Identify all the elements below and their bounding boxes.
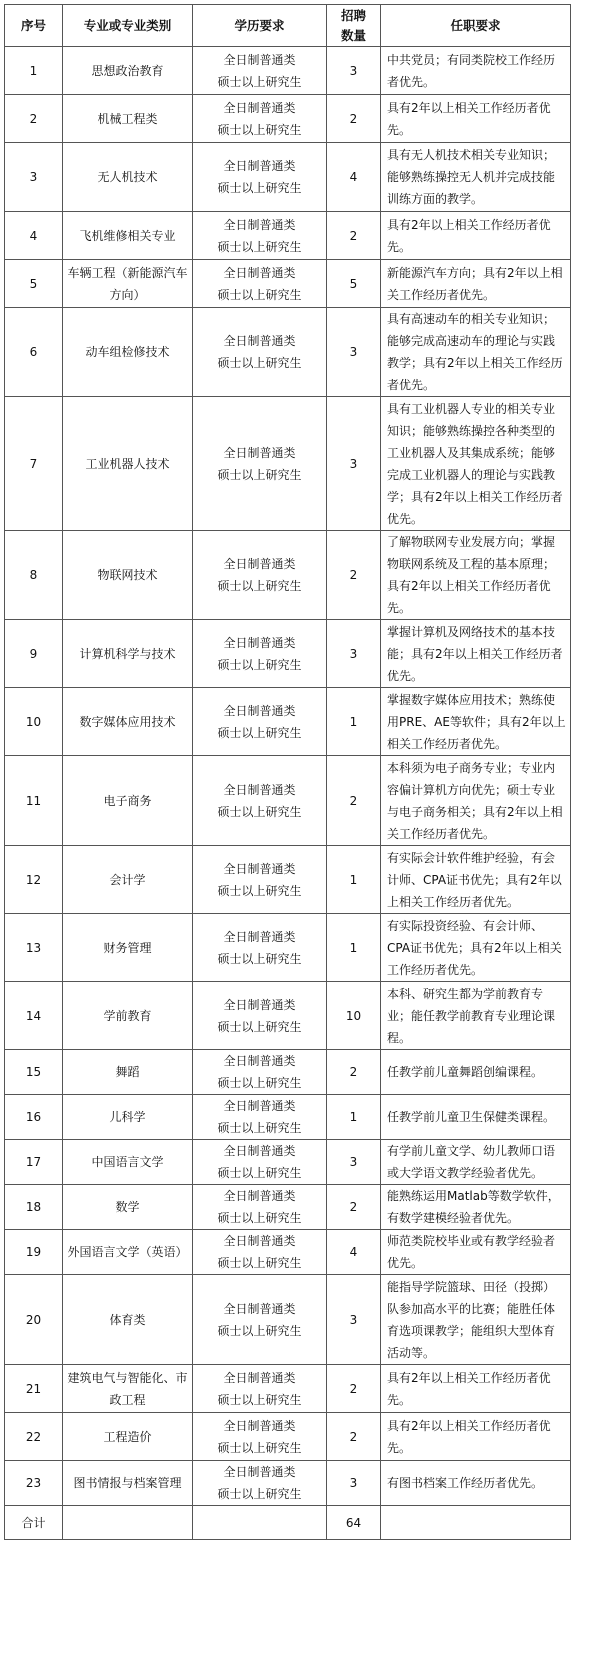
education-cell: 全日制普通类 硕士以上研究生 [193,1140,327,1185]
requirement-cell: 有实际会计软件维护经验，有会计师、CPA证书优先；具有2年以上相关工作经历者优先。 [381,846,571,914]
table-row [5,982,571,1050]
education-cell: 全日制普通类 硕士以上研究生 [193,620,327,688]
requirement-cell: 有实际投资经验、有会计师、CPA证书优先；具有2年以上相关工作经历者优先。 [381,914,571,982]
row-number: 3 [5,143,63,212]
count-cell: 3 [327,620,381,688]
major-cell: 工业机器人技术 [63,397,193,531]
education-cell: 全日制普通类 硕士以上研究生 [193,1095,327,1140]
major-cell: 物联网技术 [63,531,193,620]
table-row [5,1461,571,1506]
count-cell: 3 [327,1275,381,1365]
requirement-cell: 掌握数字媒体应用技术；熟练使用PRE、AE等软件；具有2年以上相关工作经历者优先。 [381,688,571,756]
table-row [5,308,571,397]
row-number: 10 [5,688,63,756]
education-cell: 全日制普通类 硕士以上研究生 [193,212,327,260]
requirement-cell: 中共党员；有同类院校工作经历者优先。 [381,47,571,95]
row-number: 23 [5,1461,63,1506]
major-cell: 工程造价 [63,1413,193,1461]
table-row [5,47,571,95]
total-empty-edu [193,1506,327,1540]
row-number: 13 [5,914,63,982]
count-cell: 10 [327,982,381,1050]
count-cell: 2 [327,1365,381,1413]
row-number: 7 [5,397,63,531]
requirement-cell: 能指导学院篮球、田径（投掷）队参加高水平的比赛；能胜任体育选项课教学；能组织大型体育活动等。 [381,1275,571,1365]
major-cell: 儿科学 [63,1095,193,1140]
major-cell: 数字媒体应用技术 [63,688,193,756]
requirement-cell: 掌握计算机及网络技术的基本技能；具有2年以上相关工作经历者优先。 [381,620,571,688]
total-row [5,1506,571,1540]
education-cell: 全日制普通类 硕士以上研究生 [193,914,327,982]
education-cell: 全日制普通类 硕士以上研究生 [193,47,327,95]
count-cell: 4 [327,1230,381,1275]
table-row [5,95,571,143]
education-cell: 全日制普通类 硕士以上研究生 [193,982,327,1050]
major-cell: 建筑电气与智能化、市政工程 [63,1365,193,1413]
major-cell: 机械工程类 [63,95,193,143]
row-number: 14 [5,982,63,1050]
requirement-cell: 具有2年以上相关工作经历者优先。 [381,1413,571,1461]
requirement-cell: 有学前儿童文学、幼儿教师口语或大学语文教学经验者优先。 [381,1140,571,1185]
count-cell: 4 [327,143,381,212]
table-row [5,260,571,308]
education-cell: 全日制普通类 硕士以上研究生 [193,260,327,308]
education-cell: 全日制普通类 硕士以上研究生 [193,1461,327,1506]
row-number: 17 [5,1140,63,1185]
table-row [5,914,571,982]
count-cell: 3 [327,1140,381,1185]
major-cell: 财务管理 [63,914,193,982]
row-number: 6 [5,308,63,397]
count-cell: 3 [327,1461,381,1506]
education-cell: 全日制普通类 硕士以上研究生 [193,95,327,143]
table-row [5,143,571,212]
table-row [5,1275,571,1365]
table-row [5,756,571,846]
table-row [5,1140,571,1185]
header-no: 序号 [5,5,63,47]
count-cell: 2 [327,1185,381,1230]
major-cell: 体育类 [63,1275,193,1365]
row-number: 8 [5,531,63,620]
count-cell: 2 [327,212,381,260]
count-cell: 1 [327,914,381,982]
count-cell: 2 [327,95,381,143]
row-number: 16 [5,1095,63,1140]
table-row [5,212,571,260]
education-cell: 全日制普通类 硕士以上研究生 [193,688,327,756]
major-cell: 车辆工程（新能源汽车方向） [63,260,193,308]
major-cell: 会计学 [63,846,193,914]
row-number: 2 [5,95,63,143]
major-cell: 舞蹈 [63,1050,193,1095]
header-row [5,5,571,47]
requirement-cell: 了解物联网专业发展方向；掌握物联网系统及工程的基本原理；具有2年以上相关工作经历者优先。 [381,531,571,620]
row-number: 1 [5,47,63,95]
education-cell: 全日制普通类 硕士以上研究生 [193,1050,327,1095]
table-row [5,397,571,531]
row-number: 19 [5,1230,63,1275]
requirement-cell: 有图书档案工作经历者优先。 [381,1461,571,1506]
major-cell: 图书情报与档案管理 [63,1461,193,1506]
requirement-cell: 具有2年以上相关工作经历者优先。 [381,1365,571,1413]
row-number: 4 [5,212,63,260]
requirement-cell: 具有无人机技术相关专业知识；能够熟练操控无人机并完成技能训练方面的教学。 [381,143,571,212]
education-cell: 全日制普通类 硕士以上研究生 [193,1275,327,1365]
row-number: 12 [5,846,63,914]
table-row [5,1365,571,1413]
total-empty-major [63,1506,193,1540]
count-cell: 3 [327,308,381,397]
count-cell: 1 [327,688,381,756]
count-cell: 2 [327,756,381,846]
education-cell: 全日制普通类 硕士以上研究生 [193,756,327,846]
table-row [5,1413,571,1461]
count-cell: 2 [327,531,381,620]
row-number: 5 [5,260,63,308]
table-row [5,620,571,688]
major-cell: 飞机维修相关专业 [63,212,193,260]
count-cell: 1 [327,846,381,914]
count-cell: 5 [327,260,381,308]
major-cell: 中国语言文学 [63,1140,193,1185]
count-cell: 2 [327,1050,381,1095]
education-cell: 全日制普通类 硕士以上研究生 [193,1185,327,1230]
requirement-cell: 师范类院校毕业或有教学经验者优先。 [381,1230,571,1275]
major-cell: 思想政治教育 [63,47,193,95]
requirement-cell: 具有高速动车的相关专业知识；能够完成高速动车的理论与实践教学；具有2年以上相关工作经历者优先。 [381,308,571,397]
row-number: 20 [5,1275,63,1365]
requirement-cell: 具有2年以上相关工作经历者优先。 [381,212,571,260]
education-cell: 全日制普通类 硕士以上研究生 [193,846,327,914]
total-empty-req [381,1506,571,1540]
requirement-cell: 本科须为电子商务专业；专业内容偏计算机方向优先；硕士专业与电子商务相关；具有2年以上相关工作经历者优先。 [381,756,571,846]
requirement-cell: 具有工业机器人专业的相关专业知识；能够熟练操控各种类型的工业机器人及其集成系统；能够完成工业机器人的理论与实践教学；具有2年以上相关工作经历者优先。 [381,397,571,531]
total-count: 64 [327,1506,381,1540]
major-cell: 数学 [63,1185,193,1230]
count-cell: 3 [327,397,381,531]
table-row [5,1185,571,1230]
table-row [5,1095,571,1140]
total-label: 合计 [5,1506,63,1540]
row-number: 9 [5,620,63,688]
count-cell: 1 [327,1095,381,1140]
education-cell: 全日制普通类 硕士以上研究生 [193,1413,327,1461]
table-row [5,531,571,620]
row-number: 18 [5,1185,63,1230]
count-cell: 3 [327,47,381,95]
count-cell: 2 [327,1413,381,1461]
table-row [5,1230,571,1275]
education-cell: 全日制普通类 硕士以上研究生 [193,1230,327,1275]
major-cell: 计算机科学与技术 [63,620,193,688]
major-cell: 学前教育 [63,982,193,1050]
education-cell: 全日制普通类 硕士以上研究生 [193,308,327,397]
requirement-cell: 任教学前儿童舞蹈创编课程。 [381,1050,571,1095]
major-cell: 外国语言文学（英语） [63,1230,193,1275]
major-cell: 无人机技术 [63,143,193,212]
table-row [5,1050,571,1095]
education-cell: 全日制普通类 硕士以上研究生 [193,397,327,531]
row-number: 22 [5,1413,63,1461]
requirement-cell: 新能源汽车方向；具有2年以上相关工作经历者优先。 [381,260,571,308]
recruitment-table [4,4,571,1540]
major-cell: 动车组检修技术 [63,308,193,397]
table-row [5,688,571,756]
requirement-cell: 能熟练运用Matlab等数学软件，有数学建模经验者优先。 [381,1185,571,1230]
header-major: 专业或专业类别 [63,5,193,47]
row-number: 15 [5,1050,63,1095]
major-cell: 电子商务 [63,756,193,846]
row-number: 21 [5,1365,63,1413]
requirement-cell: 具有2年以上相关工作经历者优先。 [381,95,571,143]
education-cell: 全日制普通类 硕士以上研究生 [193,531,327,620]
requirement-cell: 任教学前儿童卫生保健类课程。 [381,1095,571,1140]
education-cell: 全日制普通类 硕士以上研究生 [193,143,327,212]
header-count: 招聘 数量 [327,5,381,47]
table-row [5,846,571,914]
header-requirements: 任职要求 [381,5,571,47]
header-education: 学历要求 [193,5,327,47]
requirement-cell: 本科、研究生都为学前教育专业；能任教学前教育专业理论课程。 [381,982,571,1050]
education-cell: 全日制普通类 硕士以上研究生 [193,1365,327,1413]
row-number: 11 [5,756,63,846]
